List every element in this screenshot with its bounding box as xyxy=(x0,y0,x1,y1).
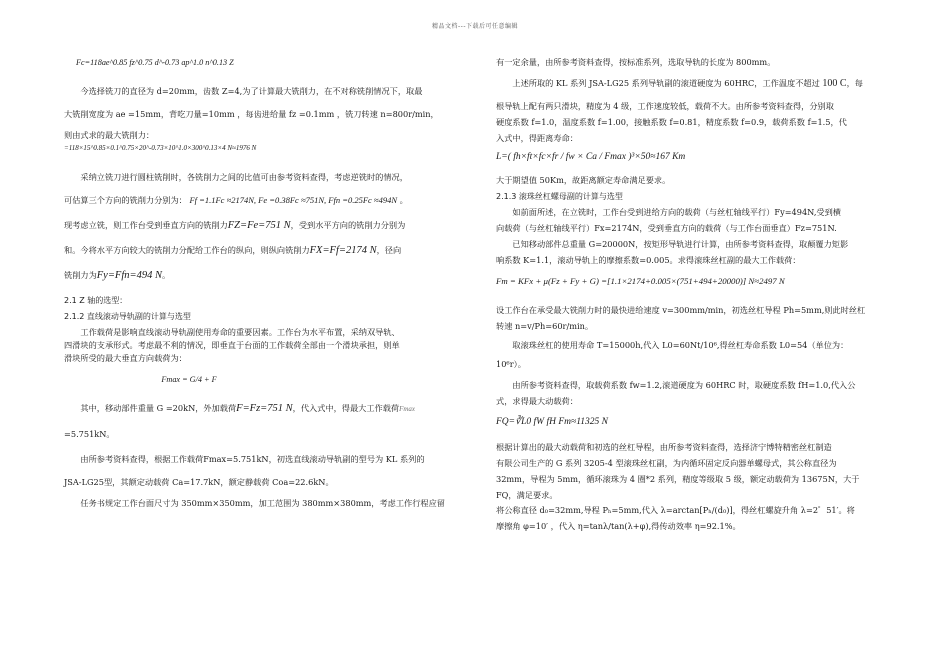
para-vertical-force-end: ，受到水平方向的铣削力分别为 xyxy=(290,220,406,230)
para-fmax-2: =5.751kN。 xyxy=(64,429,115,439)
heading-ball-screw: 2.1.3 滚珠丝杠螺母副的计算与选型 xyxy=(496,192,623,201)
para-vertical-force xyxy=(64,219,466,232)
para-longitudinal-end: ，径向 xyxy=(376,245,402,255)
para-force-ratio-1: 采纳立铣刀进行圆柱铣削时，各铣削力之间的比值可由参考资料查得，考虑逆铣时的情况， xyxy=(80,172,408,182)
para-life-coeff-2: 10⁶r）。 xyxy=(496,359,526,369)
para-guide-length: 有一定余量，由所参考资料查得，按标准系列，选取导轨的长度为 800mm。 xyxy=(496,57,776,67)
para-overturn-2: 响系数 K=1.1，滚动导轨上的摩擦系数=0.005。求得滚珠丝杠副的最大工作载荷： xyxy=(496,255,801,265)
para-tool-selection-3: 则由式求的最大铣削力： xyxy=(64,130,155,140)
formula-fz: FZ=Fe=751 N xyxy=(227,220,291,231)
formula-fx: FX=Ff=2174 N xyxy=(309,245,377,256)
para-fmax-text2: ，代入式中，得最大工作载荷 xyxy=(292,403,400,413)
para-load-3: 滑块所受的最大垂直方向载荷为： xyxy=(64,353,187,363)
para-screw-load-1: 如前面所述，在立铣时，工作台受到进给方向的载荷（与丝杠轴线平行）Fy=494N,受到横 xyxy=(512,207,841,217)
para-feed-speed-1: 设工作台在承受最大铣削力时的最快进给速度 v=300mm/min，初选丝杠导程 Ph=5mm,则此时丝杠 xyxy=(496,305,866,315)
heading-linear-guide: 2.1.2 直线滚动导轨副的计算与选型 xyxy=(64,312,191,321)
formula-fmax-small: Fmax xyxy=(399,405,416,413)
para-screw-select-4: FQ，满足要求。 xyxy=(496,490,558,500)
para-screw-select-2: 有限公司生产的 G 系列 3205-4 型滚珠丝杠副，为内循环固定反向器单螺母式，其公称直径为 xyxy=(496,458,837,468)
para-helix-angle-1: 将公称直径 d₀=32mm,导程 Pₕ=5mm,代入 λ=arctan[Pₕ/(d₀)]，得丝杠螺旋升角 λ=2゜51′。将 xyxy=(496,505,855,515)
para-hardness-2: 根导轨上配有两只滑块，精度为 4 级，工作速度较低，载荷不大。由所参考资料查得，分别取 xyxy=(496,101,834,111)
para-hardness-3: 硬度系数 f=1.0，温度系数 f=1.00，接触系数 f=0.81，精度系数 f=0.9，载荷系数 f=1.5，代 xyxy=(496,117,847,127)
para-radial-text: 铣削力为 xyxy=(64,270,97,280)
para-screw-load-2: 向载荷（与丝杠轴线平行）Fx=2174N，受到垂直方向的载荷（与工作台面垂直）Fz=751N. xyxy=(496,223,837,233)
para-guide-model-1: 由所参考资料查得，根据工作载荷Fmax=5.751kN，初选直线滚动导轨副的型号为 KL 系列的 xyxy=(80,454,425,464)
formula-fy: Fy=Ffn=494 N xyxy=(96,270,162,281)
formula-three-forces: Ff =1.1Fc ≈2174N, Fe =0.38Fc ≈751N, Ffn =0.25Fc ≈494N xyxy=(189,195,397,205)
formula-fm: Fm = KFx + μ(Fz + Fy + G) =[1.1×2174+0.005×(751+494+20000)] N≈2497 N xyxy=(496,276,785,286)
para-tool-selection-1: 今选择铣刀的直径为 d=20mm，齿数 Z=4,为了计算最大铣削力，在不对称铣削情况下，取最 xyxy=(80,86,423,96)
temperature-value: 100 C xyxy=(822,78,847,89)
formula-cutting-force: Fc=118ae^0.85 fz^0.75 d^-0.73 ap^1.0 n^0.13 Z xyxy=(76,58,234,67)
para-hardness-4: 入式中，得距离寿命： xyxy=(496,133,578,143)
para-load-2: 四滑块的支承形式。考虑最不利的情况，即垂直于台面的工作载荷全部由一个滑块承担，则单 xyxy=(64,340,400,350)
heading-z-axis: 2.1 Z 轴的选型： xyxy=(64,296,128,305)
left-column xyxy=(64,56,466,510)
para-load-1: 工作载荷是影响直线滚动导轨副使用寿命的重要因素。工作台为水平布置，采纳双导轨、 xyxy=(80,327,400,337)
para-force-ratio-text: 可估算三个方向的铣削力分别为： xyxy=(64,195,187,205)
para-force-ratio-2 xyxy=(64,194,466,207)
para-life-coeff-1: 取滚珠丝杠的使用寿命 T=15000h,代入 L0=60Nt/10⁶,得丝杠寿命系数 L0=54（单位为： xyxy=(512,340,849,350)
para-load-coeff-2: 式，求得最大动载荷： xyxy=(496,396,578,406)
para-helix-angle-2: 摩擦角 φ=10′ ，代入 η=tanλ/tan(λ+φ),得传动效率 η=92.1%。 xyxy=(496,521,741,531)
page-header: 精品文档---下载后可任意编辑 xyxy=(432,23,518,30)
para-longitudinal-force xyxy=(64,244,466,257)
para-fmax-1 xyxy=(64,402,466,416)
para-table-size: 任务书规定工作台面尺寸为 350mm×350mm，加工范围为 380mm×380mm，考虑工作行程应留 xyxy=(80,498,445,508)
para-screw-select-3: 32mm，导程为 5mm，循环滚珠为 4 圈*2 系列，精度等级取 5 级，额定动载荷为 13675N，大于 xyxy=(496,474,860,484)
para-life-ok: 大于期望值 50Km，故距离额定寿命满足要求。 xyxy=(496,175,671,185)
para-guide-model-2: JSA-LG25型，其额定动载荷 Ca=17.7kN，额定静载荷 Coa=22.6kN。 xyxy=(64,477,334,487)
right-column xyxy=(496,56,898,533)
para-hardness-1 xyxy=(496,77,898,90)
formula-f-fz: F=Fz=751 N xyxy=(236,403,293,414)
para-hardness-text: 上述所取的 KL 系列 JSA-LG25 系列导轨副的滚道硬度为 60HRC，工作温度不超过 xyxy=(512,78,820,88)
para-feed-speed-2: 转速 n=v/Ph=60r/min。 xyxy=(496,321,594,331)
para-radial-force xyxy=(64,269,466,282)
para-force-ratio-end: 。 xyxy=(399,195,408,205)
formula-life: L=( fh×ft×fc×fr / fw × Ca / Fmax )³×50≈167 Km xyxy=(496,152,686,162)
para-fmax-text: 其中，移动部件重量 G =20kN，外加载荷 xyxy=(80,403,237,413)
para-hardness-end: ，每 xyxy=(846,78,863,88)
formula-max-force: =118×15^0.85×0.1^0.75×20^-0.73×10^1.0×300^0.13×4 N≈1976 N xyxy=(64,144,257,152)
para-load-coeff-1: 由所参考资料查得，取载荷系数 fw=1.2,滚道硬度为 60HRC 时，取硬度系数 fH=1.0,代入公 xyxy=(512,380,856,390)
para-vertical-force-text: 现考虑立铣，则工作台受到垂直方向的铣削力 xyxy=(64,220,228,230)
para-longitudinal-text: 和。今将水平方向较大的铣削力分配给工作台的纵向，则纵向铣削力 xyxy=(64,245,310,255)
para-overturn-1: 已知移动部件总重量 G=20000N，按矩形导轨进行计算，由所参考资料查得，取颠覆力矩影 xyxy=(512,239,849,249)
formula-fq: FQ=∛L0 fW fH Fm≈11325 N xyxy=(496,417,608,427)
para-radial-end: 。 xyxy=(161,270,171,280)
formula-fmax: Fmax = G/4 + F xyxy=(161,375,217,384)
para-tool-selection-2: 大铣削宽度为 ae =15mm，背吃刀量=10mm ，每齿进给量 fz =0.1mm ，铣刀转速 n=800r/min， xyxy=(64,109,439,119)
para-screw-select-1: 根据计算出的最大动载荷和初选的丝杠导程，由所参考资料查得，选择济宁博特精密丝杠制造 xyxy=(496,442,832,452)
